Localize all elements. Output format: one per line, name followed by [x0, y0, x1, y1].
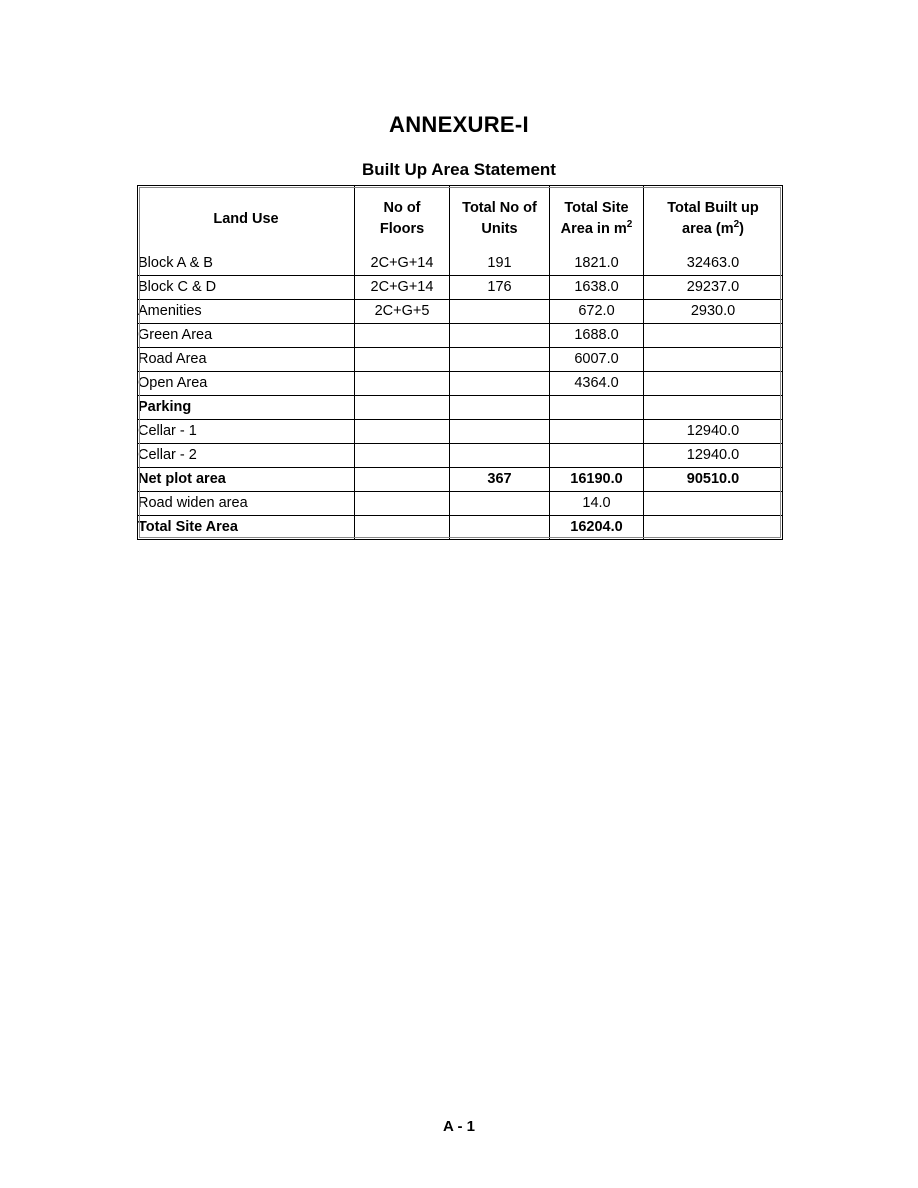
table-row: [138, 492, 782, 516]
site-area-cell: 16204.0: [550, 516, 644, 539]
header-site-area-text: Total Site Area in: [560, 200, 629, 237]
land-use-cell: Total Site Area: [138, 516, 355, 539]
land-use-cell: Cellar - 1: [138, 420, 355, 444]
built-up-cell: [644, 348, 782, 372]
document-title: ANNEXURE-I: [389, 112, 529, 137]
table-header-row: [138, 186, 782, 252]
units-cell: [450, 516, 550, 539]
units-cell: [450, 348, 550, 372]
header-land-use: Land Use: [138, 186, 355, 252]
table-row: [138, 516, 782, 539]
site-area-cell: [550, 420, 644, 444]
table-row: [138, 444, 782, 468]
site-area-cell: 14.0: [550, 492, 644, 516]
site-area-cell: 1638.0: [550, 276, 644, 300]
units-cell: [450, 444, 550, 468]
header-total-units: [450, 186, 550, 252]
site-area-cell: 672.0: [550, 300, 644, 324]
land-use-cell: Open Area: [138, 372, 355, 396]
header-no-of-floors: [355, 186, 450, 252]
built-up-cell: 2930.0: [644, 300, 782, 324]
floors-cell: [355, 348, 450, 372]
table-row: [138, 348, 782, 372]
table-row: [138, 300, 782, 324]
built-up-area-table: [137, 185, 783, 540]
land-use-cell: Net plot area: [138, 468, 355, 492]
land-use-cell: Cellar - 2: [138, 444, 355, 468]
built-up-cell: 12940.0: [644, 420, 782, 444]
site-area-cell: 1688.0: [550, 324, 644, 348]
floors-cell: [355, 324, 450, 348]
floors-cell: [355, 372, 450, 396]
table-row: [138, 324, 782, 348]
floors-cell: [355, 516, 450, 539]
table-row: [138, 252, 782, 276]
built-up-cell: 90510.0: [644, 468, 782, 492]
site-area-cell: 4364.0: [550, 372, 644, 396]
table-row: [138, 468, 782, 492]
floors-cell: [355, 492, 450, 516]
floors-cell: [355, 468, 450, 492]
floors-cell: 2C+G+14: [355, 252, 450, 276]
land-use-cell: Parking: [138, 396, 355, 420]
units-cell: [450, 420, 550, 444]
built-up-cell: 32463.0: [644, 252, 782, 276]
table-row: [138, 396, 782, 420]
table-row: [138, 372, 782, 396]
built-up-cell: [644, 516, 782, 539]
units-cell: 191: [450, 252, 550, 276]
header-site-area-exp: 2: [626, 219, 633, 231]
units-cell: [450, 324, 550, 348]
units-cell: 367: [450, 468, 550, 492]
land-use-cell: Block A & B: [138, 252, 355, 276]
page-number: A - 1: [443, 1118, 475, 1135]
header-built-up-close: ): [739, 221, 744, 237]
units-cell: [450, 492, 550, 516]
built-up-cell: 29237.0: [644, 276, 782, 300]
units-cell: [450, 300, 550, 324]
header-total-site-area: [550, 186, 644, 252]
units-cell: [450, 396, 550, 420]
built-up-cell: [644, 396, 782, 420]
floors-cell: [355, 444, 450, 468]
built-up-cell: 12940.0: [644, 444, 782, 468]
built-up-cell: [644, 324, 782, 348]
site-area-cell: [550, 444, 644, 468]
built-up-cell: [644, 372, 782, 396]
table-caption: Built Up Area Statement: [362, 160, 556, 179]
site-area-cell: [550, 396, 644, 420]
header-built-up-label: [644, 198, 782, 240]
header-built-up-text: Total Built up area (m: [667, 200, 759, 237]
table-row: [138, 276, 782, 300]
site-area-cell: 6007.0: [550, 348, 644, 372]
site-area-cell: 16190.0: [550, 468, 644, 492]
land-use-cell: Green Area: [138, 324, 355, 348]
units-cell: [450, 372, 550, 396]
site-area-cell: 1821.0: [550, 252, 644, 276]
floors-cell: 2C+G+14: [355, 276, 450, 300]
header-units-label: Total No of Units: [462, 200, 537, 237]
floors-cell: [355, 396, 450, 420]
header-site-area-label: [550, 198, 643, 240]
header-floors-label: No of Floors: [379, 200, 425, 237]
land-use-cell: Road Area: [138, 348, 355, 372]
floors-cell: [355, 420, 450, 444]
land-use-cell: Block C & D: [138, 276, 355, 300]
header-site-area-unit: m: [613, 221, 627, 237]
floors-cell: 2C+G+5: [355, 300, 450, 324]
land-use-cell: Road widen area: [138, 492, 355, 516]
units-cell: 176: [450, 276, 550, 300]
header-built-up-exp: 2: [733, 219, 740, 231]
land-use-cell: Amenities: [138, 300, 355, 324]
header-total-built-up: [644, 186, 782, 252]
table-row: [138, 420, 782, 444]
built-up-cell: [644, 492, 782, 516]
